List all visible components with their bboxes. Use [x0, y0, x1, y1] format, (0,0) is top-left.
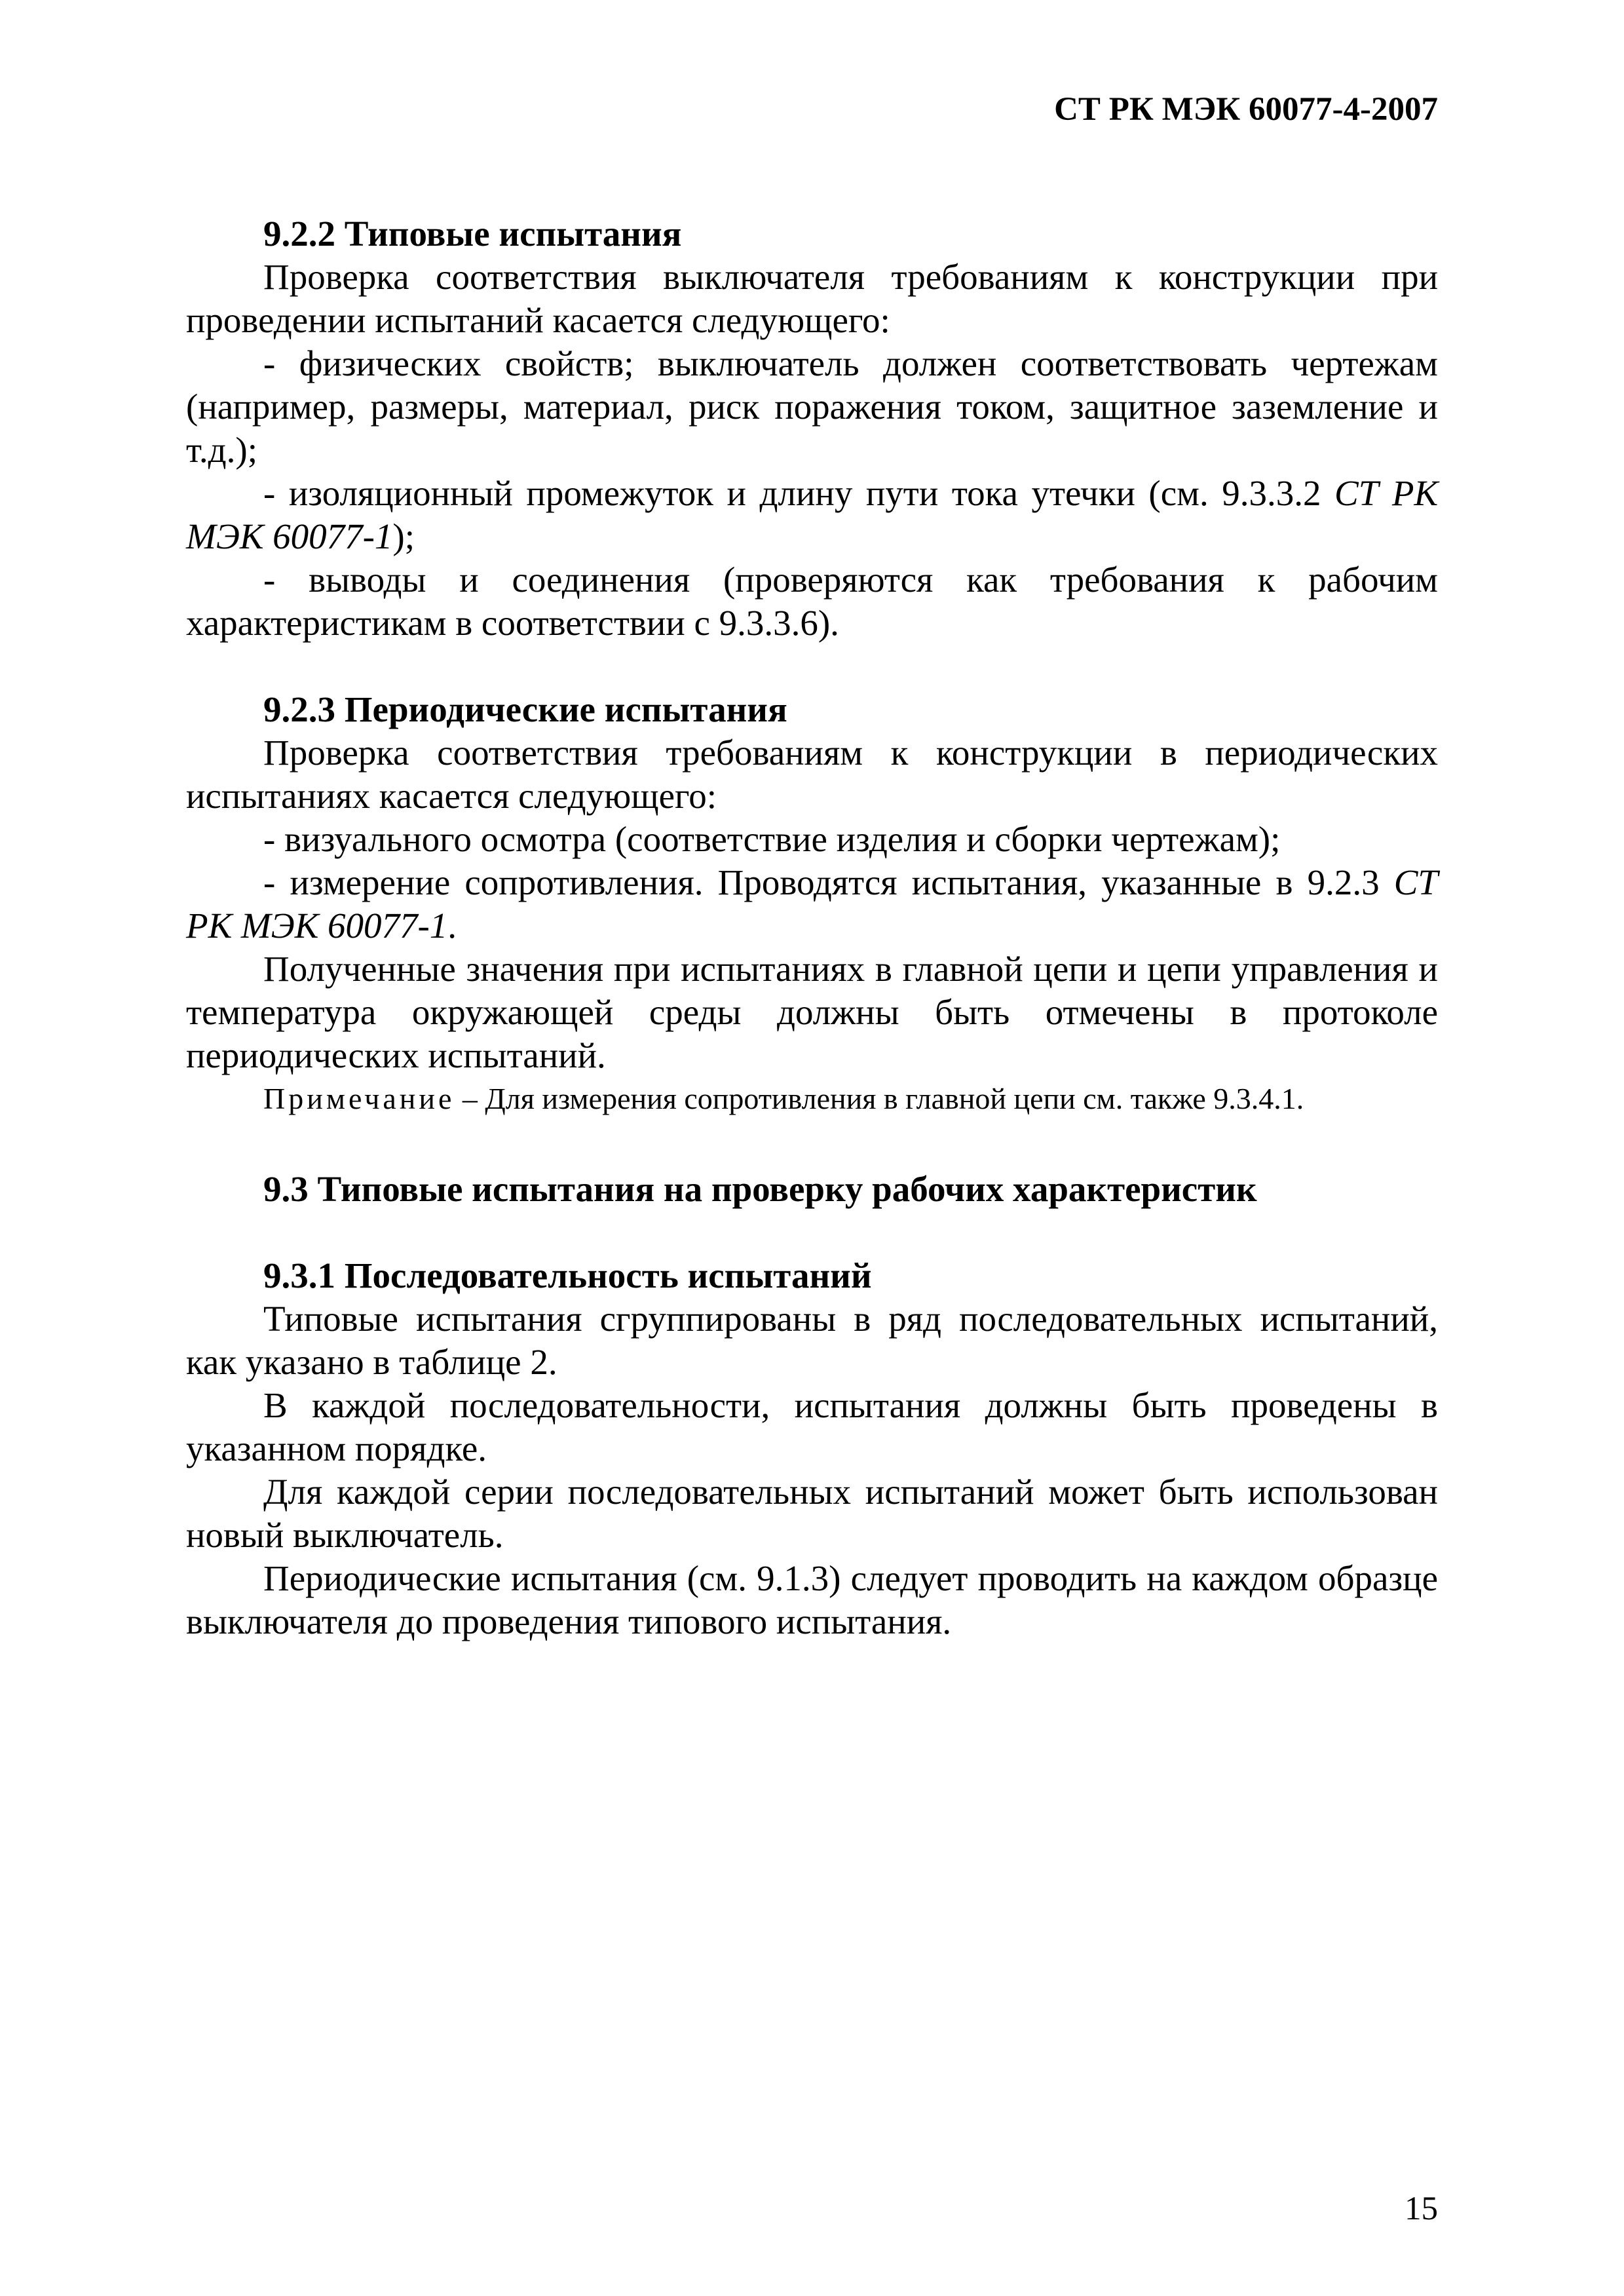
paragraph: Проверка соответствия выключателя требованиям к конструкции при проведении испытаний касается следующего: — [186, 257, 1438, 340]
document-body — [186, 212, 1438, 1643]
note — [186, 1077, 1438, 1120]
list-item — [186, 861, 1438, 947]
list-item-text: - изоляционный промежуток и длину пути тока утечки (см. 9.3.3.2 — [263, 473, 1335, 513]
section-heading-9-3: 9.3 Типовые испытания на проверку рабочих характеристик — [263, 1169, 1257, 1209]
paragraph: В каждой последовательности, испытания должны быть проведены в указанном порядке. — [186, 1385, 1438, 1468]
paragraph: Типовые испытания сгруппированы в ряд последовательных испытаний, как указано в таблице 2. — [186, 1299, 1438, 1382]
list-item: - выводы и соединения (проверяются как требования к рабочим характеристикам в соответствии с 9.3.3.6). — [186, 560, 1438, 643]
paragraph: Периодические испытания (см. 9.1.3) следует проводить на каждом образце выключателя до проведения типового испытания. — [186, 1558, 1438, 1641]
paragraph: Проверка соответствия требованиям к конструкции в периодических испытаниях касается следующего: — [186, 733, 1438, 816]
document-code: СТ РК МЭК 60077-4-2007 — [1054, 91, 1438, 128]
standard-reference: СТ РК МЭК 60077-1 — [186, 473, 1438, 556]
paragraph: Полученные значения при испытаниях в главной цепи и цепи управления и температура окружающей среды должны быть отмечены в протоколе периодических испытаний. — [186, 949, 1438, 1075]
standard-reference: СТ РК МЭК 60077-1 — [186, 862, 1438, 946]
list-item-text: ); — [392, 516, 415, 556]
list-item — [186, 472, 1438, 558]
list-item: - визуального осмотра (соответствие изделия и сборки чертежам); — [263, 819, 1281, 859]
section-heading-9-2-3: 9.2.3 Периодические испытания — [263, 689, 787, 729]
section-heading-9-2-2: 9.2.2 Типовые испытания — [263, 214, 682, 254]
page-number: 15 — [1405, 2191, 1438, 2227]
section-heading-9-3-1: 9.3.1 Последовательность испытаний — [263, 1255, 872, 1295]
list-item: - физических свойств; выключатель должен соответствовать чертежам (например, размеры, материал, риск поражения током, защитное заземление и т.д.); — [186, 343, 1438, 470]
list-item-text: - измерение сопротивления. Проводятся испытания, указанные в 9.2.3 — [263, 862, 1394, 902]
list-item-text: . — [447, 906, 457, 946]
note-label: Примечание — [263, 1082, 455, 1115]
note-text: – Для измерения сопротивления в главной цепи см. также 9.3.4.1. — [455, 1082, 1304, 1115]
paragraph: Для каждой серии последовательных испытаний может быть использован новый выключатель. — [186, 1472, 1438, 1555]
